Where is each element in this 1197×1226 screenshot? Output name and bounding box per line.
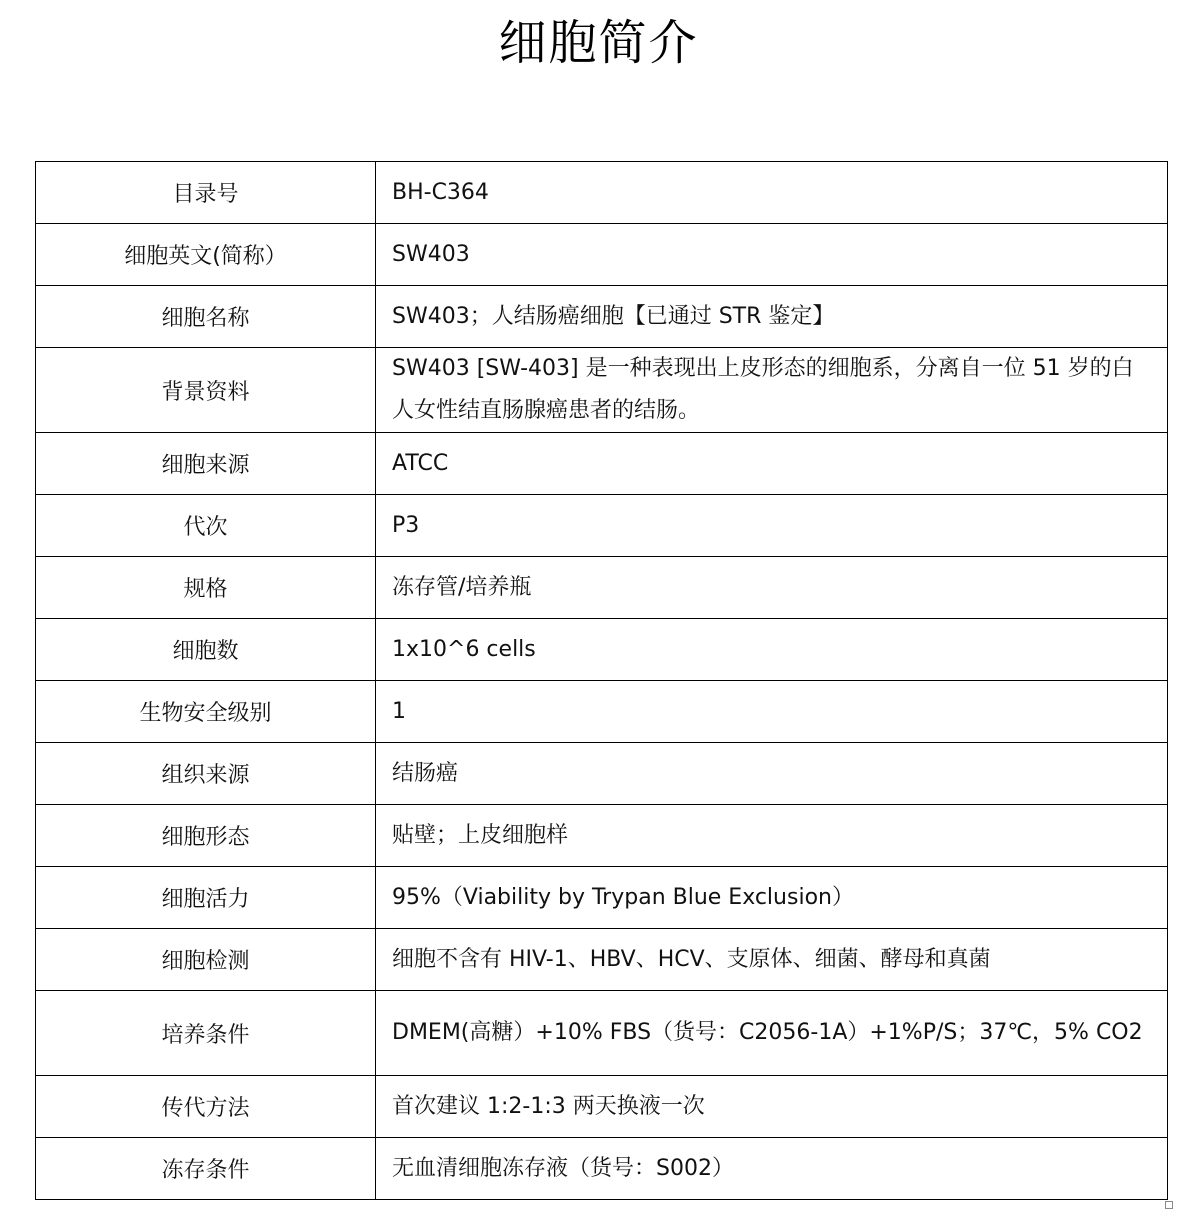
row-label: 冻存条件 bbox=[36, 1138, 376, 1200]
row-label: 培养条件 bbox=[36, 991, 376, 1076]
table-row-freezing-conditions bbox=[36, 1138, 1168, 1200]
row-value: 1 bbox=[376, 681, 1168, 743]
table-row-source bbox=[36, 433, 1168, 495]
row-label: 生物安全级别 bbox=[36, 681, 376, 743]
row-label: 细胞名称 bbox=[36, 286, 376, 348]
row-value: 无血清细胞冻存液（货号：S002） bbox=[376, 1138, 1168, 1200]
table-row-biosafety-level bbox=[36, 681, 1168, 743]
row-value: 冻存管/培养瓶 bbox=[376, 557, 1168, 619]
row-label: 传代方法 bbox=[36, 1076, 376, 1138]
table-row-catalog-number bbox=[36, 162, 1168, 224]
table-row-specification bbox=[36, 557, 1168, 619]
table-row-english-abbr bbox=[36, 224, 1168, 286]
row-value: SW403 bbox=[376, 224, 1168, 286]
row-value: 贴壁；上皮细胞样 bbox=[376, 805, 1168, 867]
row-value: 95%（Viability by Trypan Blue Exclusion） bbox=[376, 867, 1168, 929]
row-value: 细胞不含有 HIV-1、HBV、HCV、支原体、细菌、酵母和真菌 bbox=[376, 929, 1168, 991]
row-label: 背景资料 bbox=[36, 348, 376, 433]
row-label: 细胞来源 bbox=[36, 433, 376, 495]
row-value: 1x10^6 cells bbox=[376, 619, 1168, 681]
row-label: 组织来源 bbox=[36, 743, 376, 805]
table-row-passage bbox=[36, 495, 1168, 557]
table-resize-handle[interactable] bbox=[1165, 1201, 1173, 1209]
table-row-tissue-source bbox=[36, 743, 1168, 805]
row-label: 细胞检测 bbox=[36, 929, 376, 991]
row-label: 细胞数 bbox=[36, 619, 376, 681]
row-label: 细胞形态 bbox=[36, 805, 376, 867]
row-value: 首次建议 1:2-1:3 两天换液一次 bbox=[376, 1076, 1168, 1138]
table-row-background bbox=[36, 348, 1168, 433]
row-value: BH-C364 bbox=[376, 162, 1168, 224]
page-title: 细胞简介 bbox=[498, 15, 699, 71]
row-label: 代次 bbox=[36, 495, 376, 557]
table-row-culture-conditions bbox=[36, 991, 1168, 1076]
table-row-cell-count bbox=[36, 619, 1168, 681]
table-row-cell-name bbox=[36, 286, 1168, 348]
table-row-testing bbox=[36, 929, 1168, 991]
row-label: 细胞活力 bbox=[36, 867, 376, 929]
row-value: DMEM(高糖）+10% FBS（货号：C2056-1A）+1%P/S；37℃，5% CO2 bbox=[376, 991, 1168, 1076]
row-label: 细胞英文(简称） bbox=[36, 224, 376, 286]
table-row-viability bbox=[36, 867, 1168, 929]
table-row-morphology bbox=[36, 805, 1168, 867]
row-value: SW403；人结肠癌细胞【已通过 STR 鉴定】 bbox=[376, 286, 1168, 348]
row-value: P3 bbox=[376, 495, 1168, 557]
row-value: 结肠癌 bbox=[376, 743, 1168, 805]
row-value: ATCC bbox=[376, 433, 1168, 495]
table-row-passage-method bbox=[36, 1076, 1168, 1138]
row-label: 规格 bbox=[36, 557, 376, 619]
row-label: 目录号 bbox=[36, 162, 376, 224]
cell-info-table bbox=[35, 161, 1168, 1200]
row-value: SW403 [SW-403] 是一种表现出上皮形态的细胞系，分离自一位 51 岁的白人女性结直肠腺癌患者的结肠。 bbox=[376, 348, 1168, 433]
